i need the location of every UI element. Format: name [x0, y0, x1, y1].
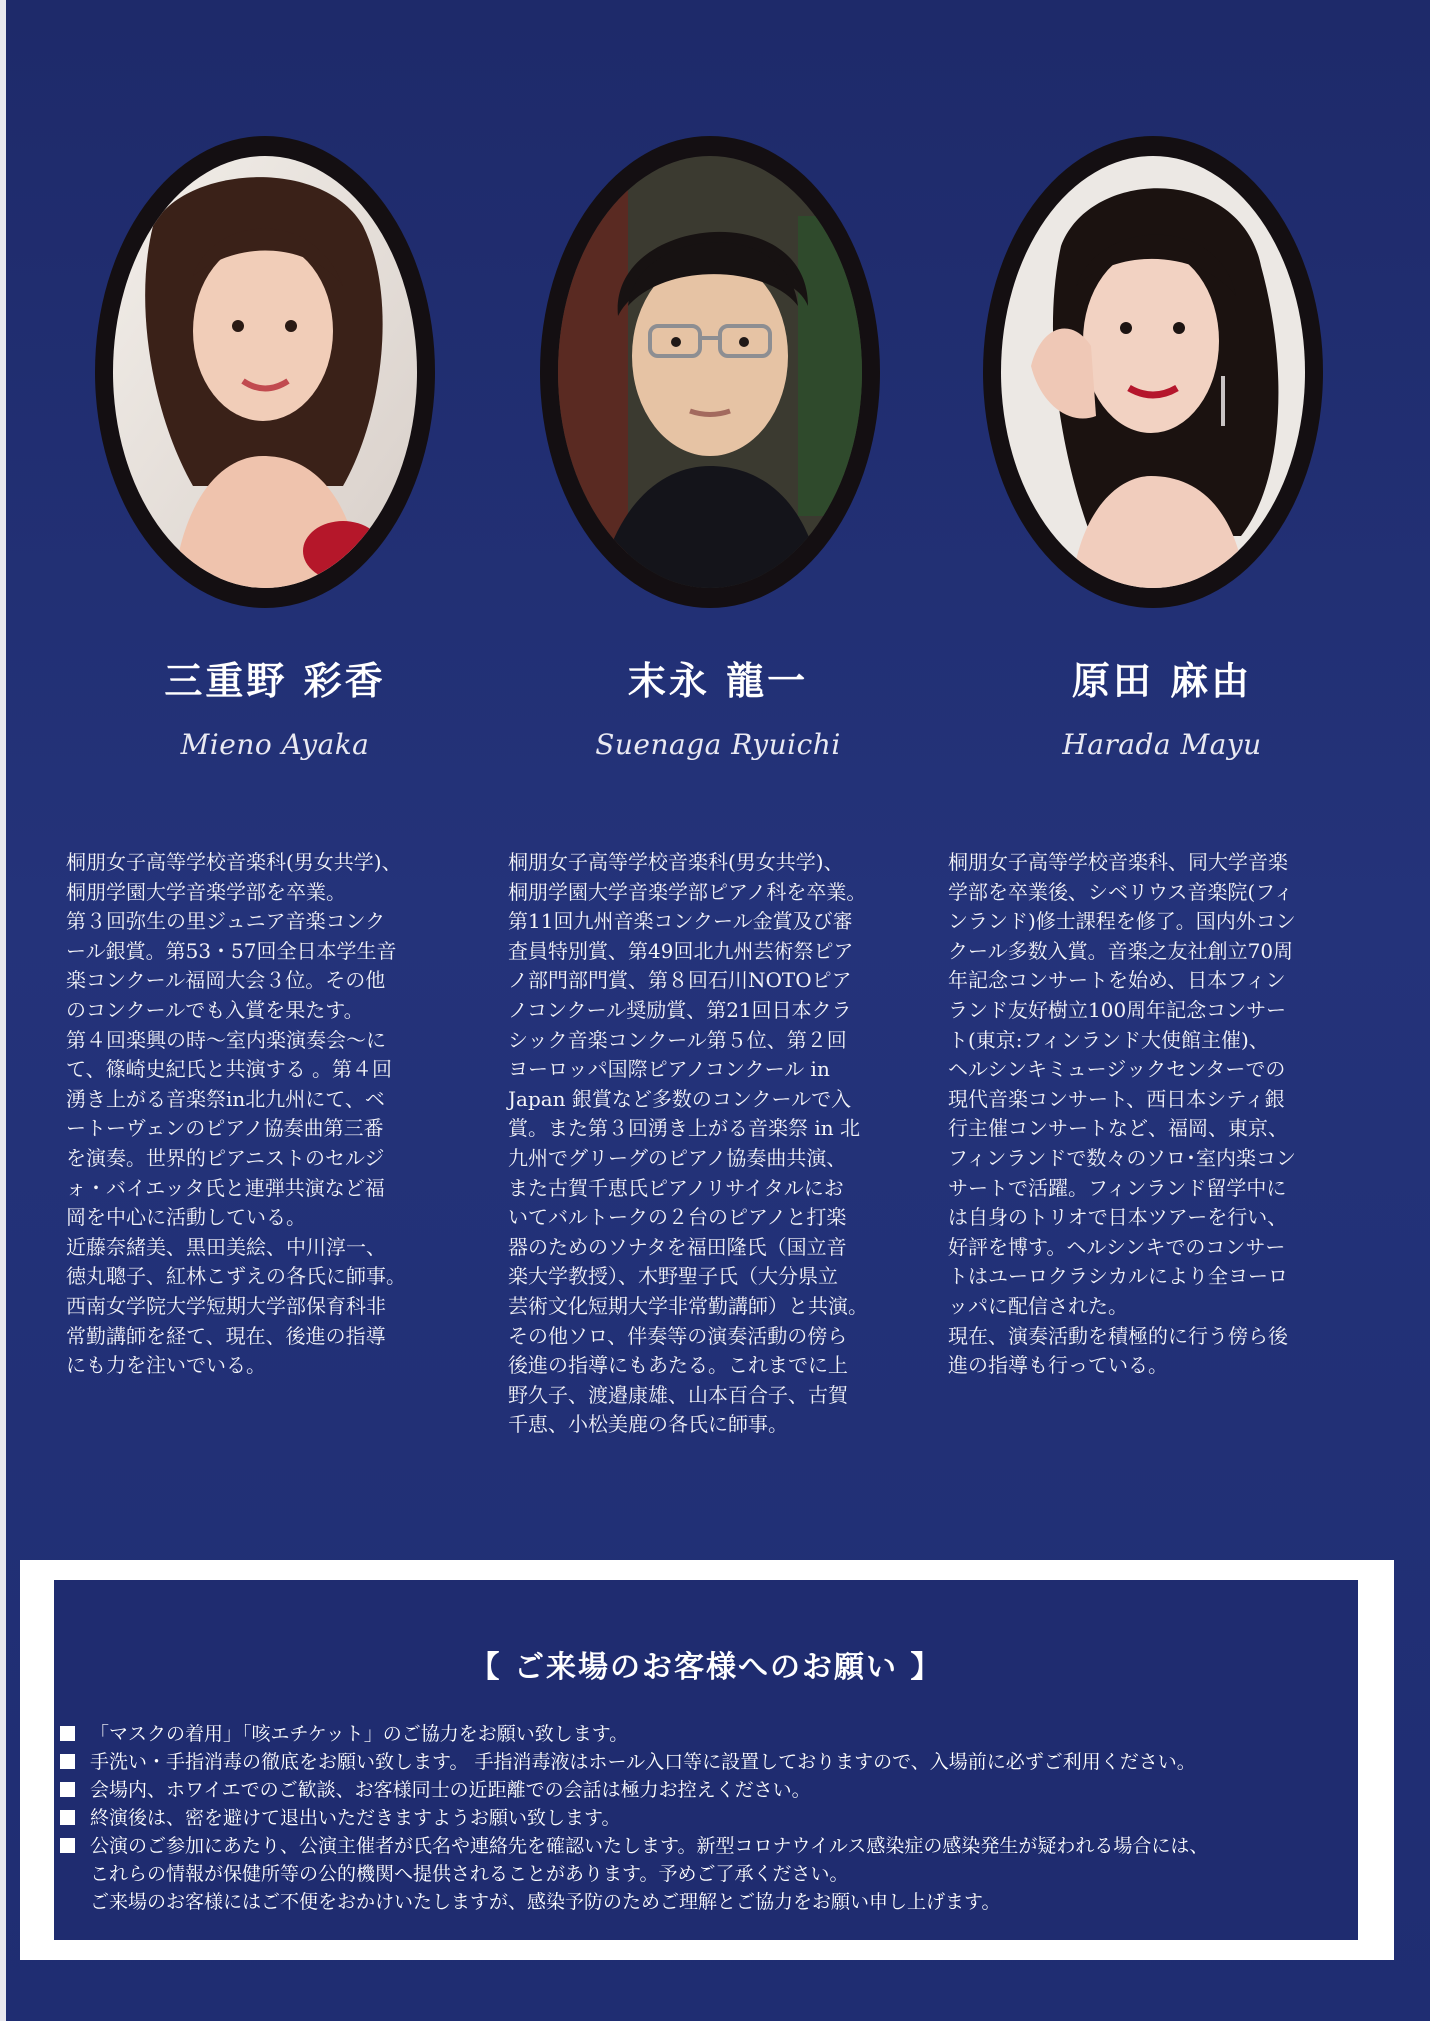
bio-line: ンランド)修士課程を修了。国内外コン — [948, 909, 1296, 934]
bullet-square-icon — [60, 1726, 75, 1741]
notice-item: 公演のご参加にあたり、公演主催者が氏名や連絡先を確認いたします。新型コロナウイルス感染症の感染発生が疑われる場合には、 — [54, 1832, 1364, 1860]
bio-line: ヨーロッパ国際ピアノコンクール in — [508, 1057, 830, 1082]
bio-line: 第３回弥生の里ジュニア音楽コンク — [66, 909, 386, 934]
page-edge — [0, 0, 6, 2021]
bio-line: 第４回楽興の時〜室内楽演奏会〜に — [66, 1027, 386, 1052]
notice-item: 終演後は、密を避けて退出いただきますようお願い致します。 — [54, 1804, 1364, 1832]
notice-box — [20, 1560, 1394, 1960]
portrait-photo-mieno — [113, 156, 417, 588]
portrait-frame-harada — [983, 136, 1323, 608]
bio-line: 桐朋女子高等学校音楽科(男女共学)、 — [508, 850, 844, 874]
bio-line: サートで活躍。フィンランド留学中に — [948, 1175, 1287, 1200]
performer-romanized-mieno: Mieno Ayaka — [180, 728, 370, 761]
bio-line: 桐朋学園大学音楽学部ピアノ科を卒業。 — [508, 879, 867, 904]
notice-panel — [54, 1580, 1358, 1940]
notice-item: 会場内、ホワイエでのご歓談、お客様同士の近距離での会話は極力お控えください。 — [54, 1776, 1364, 1804]
notice-item: 手洗い・手指消毒の徹底をお願い致します。 手指消毒液はホール入口等に設置しておりますので、入場前に必ずご利用ください。 — [54, 1748, 1364, 1776]
bio-line: 楽大学教授）、木野聖子氏（大分県立 — [508, 1264, 838, 1289]
bio-line: 賞。また第３回湧き上がる音楽祭 in 北 — [508, 1116, 860, 1141]
notice-item: 「マスクの着用」「咳エチケット」のご協力をお願い致します。 — [54, 1720, 1364, 1748]
notice-continuation: これらの情報が保健所等の公的機関へ提供されることがあります。予めご了承ください。 — [90, 1863, 849, 1885]
bio-line: ッパに配信された。 — [948, 1293, 1128, 1318]
bio-line: 好評を博す。ヘルシンキでのコンサー — [948, 1234, 1286, 1259]
bio-line: ノ部門部門賞、第８回石川NOTOピア — [508, 968, 852, 993]
bio-line: 査員特別賞、第49回北九州芸術祭ピア — [508, 938, 854, 963]
performer-name-mieno: 三重野 彩香 — [164, 658, 386, 703]
performer-bio-harada — [948, 848, 1328, 1381]
bullet-square-icon — [60, 1838, 75, 1853]
bio-line: 現在、演奏活動を積極的に行う傍ら後 — [948, 1323, 1288, 1348]
bio-line: ヘルシンキミュージックセンターでの — [948, 1057, 1286, 1082]
bio-line: は自身のトリオで日本ツアーを行い、 — [948, 1205, 1288, 1230]
bio-line: また古賀千恵氏ピアノリサイタルにお — [508, 1175, 844, 1200]
notice-title: 【 ご来場のお客様へのお願い 】 — [469, 1650, 943, 1685]
performer-bio-mieno — [66, 848, 446, 1381]
bio-line: 年記念コンサートを始め、日本フィン — [948, 968, 1286, 993]
bio-line: 芸術文化短期大学非常勤講師）と共演。 — [508, 1293, 868, 1318]
bio-line: 楽コンクール福岡大会３位。その他 — [66, 968, 386, 993]
bio-line: 第11回九州音楽コンクール金賞及び審 — [508, 909, 853, 934]
bio-line: クール多数入賞。音楽之友社創立70周 — [948, 938, 1294, 963]
bio-line: 桐朋女子高等学校音楽科(男女共学)、 — [66, 850, 402, 874]
notice-closing: ご来場のお客様にはご不便をおかけいたしますが、感染予防のためご理解とご協力をお願い申し上げます。 — [90, 1891, 1001, 1913]
bio-line: 進の指導も行っている。 — [948, 1353, 1168, 1378]
bio-line: その他ソロ、伴奏等の演奏活動の傍ら — [508, 1323, 848, 1348]
bio-line: 岡を中心に活動している。 — [66, 1205, 306, 1230]
performer-name-harada: 原田 麻由 — [1071, 658, 1253, 703]
portrait-frame-mieno — [95, 136, 435, 608]
bio-line: ト(東京:フィンランド大使館主催)、 — [948, 1027, 1269, 1052]
performer-bio-suenaga — [508, 848, 888, 1440]
bio-line: 千恵、小松美鹿の各氏に師事。 — [508, 1412, 788, 1437]
bio-line: 器のためのソナタを福田隆氏（国立音 — [508, 1234, 847, 1259]
bio-line: 行主催コンサートなど、福岡、東京、 — [948, 1116, 1288, 1141]
portrait-frame-suenaga — [540, 136, 880, 608]
bio-line: ノコンクール奨励賞、第21回日本クラ — [508, 997, 852, 1022]
bio-line: フィンランドで数々のソロ･室内楽コン — [948, 1145, 1296, 1170]
bio-line: て、篠崎史紀氏と共演する 。第４回 — [66, 1057, 392, 1082]
bio-line: 近藤奈緒美、黒田美絵、中川淳一、 — [66, 1234, 386, 1259]
bio-line: 徳丸聰子、紅林こずえの各氏に師事。 — [66, 1264, 406, 1289]
portrait-photo-harada — [1001, 156, 1305, 588]
bio-line: ランド友好樹立100周年記念コンサー — [948, 997, 1287, 1022]
bio-line: 西南女学院大学短期大学部保育科非 — [66, 1293, 386, 1318]
bio-line: シック音楽コンクール第５位、第２回 — [508, 1027, 847, 1052]
bio-line: トはユーロクラシカルにより全ヨーロ — [948, 1264, 1288, 1289]
bio-line: ール銀賞。第53・57回全日本学生音 — [66, 938, 397, 963]
bio-line: 湧き上がる音楽祭in北九州にて、ベ — [66, 1086, 385, 1111]
bio-line: 桐朋女子高等学校音楽科、同大学音楽 — [948, 850, 1288, 874]
bio-line: にも力を注いでいる。 — [66, 1353, 266, 1378]
bio-line: 桐朋学園大学音楽学部を卒業。 — [66, 879, 346, 904]
performer-name-suenaga: 末永 龍一 — [627, 658, 809, 703]
bullet-square-icon — [60, 1810, 75, 1825]
bio-line: 後進の指導にもあたる。これまでに上 — [508, 1353, 848, 1378]
portrait-photo-suenaga — [558, 156, 862, 588]
bio-line: 常勤講師を経て、現在、後進の指導 — [66, 1323, 386, 1348]
bio-line: ォ・バイエッタ氏と連弾共演など福 — [66, 1175, 385, 1200]
bio-line: 現代音楽コンサート、西日本シティ銀 — [948, 1086, 1285, 1111]
bio-line: 学部を卒業後、シベリウス音楽院(フィ — [948, 879, 1294, 904]
bullet-square-icon — [60, 1754, 75, 1769]
bio-line: を演奏。世界的ピアニストのセルジ — [66, 1145, 385, 1170]
bio-line: 野久子、渡邉康雄、山本百合子、古賀 — [508, 1382, 848, 1407]
bio-line: 九州でグリーグのピアノ協奏曲共演、 — [508, 1145, 847, 1170]
notice-list — [54, 1720, 1364, 1916]
bio-line: ートーヴェンのピアノ協奏曲第三番 — [66, 1116, 384, 1141]
bio-line: Japan 銀賞など多数のコンクールで入 — [508, 1086, 852, 1111]
bullet-square-icon — [60, 1782, 75, 1797]
bio-line: いてバルトークの２台のピアノと打楽 — [508, 1205, 847, 1230]
performer-romanized-suenaga: Suenaga Ryuichi — [595, 728, 841, 761]
performer-romanized-harada: Harada Mayu — [1062, 728, 1262, 761]
bio-line: のコンクールでも入賞を果たす。 — [66, 997, 364, 1022]
